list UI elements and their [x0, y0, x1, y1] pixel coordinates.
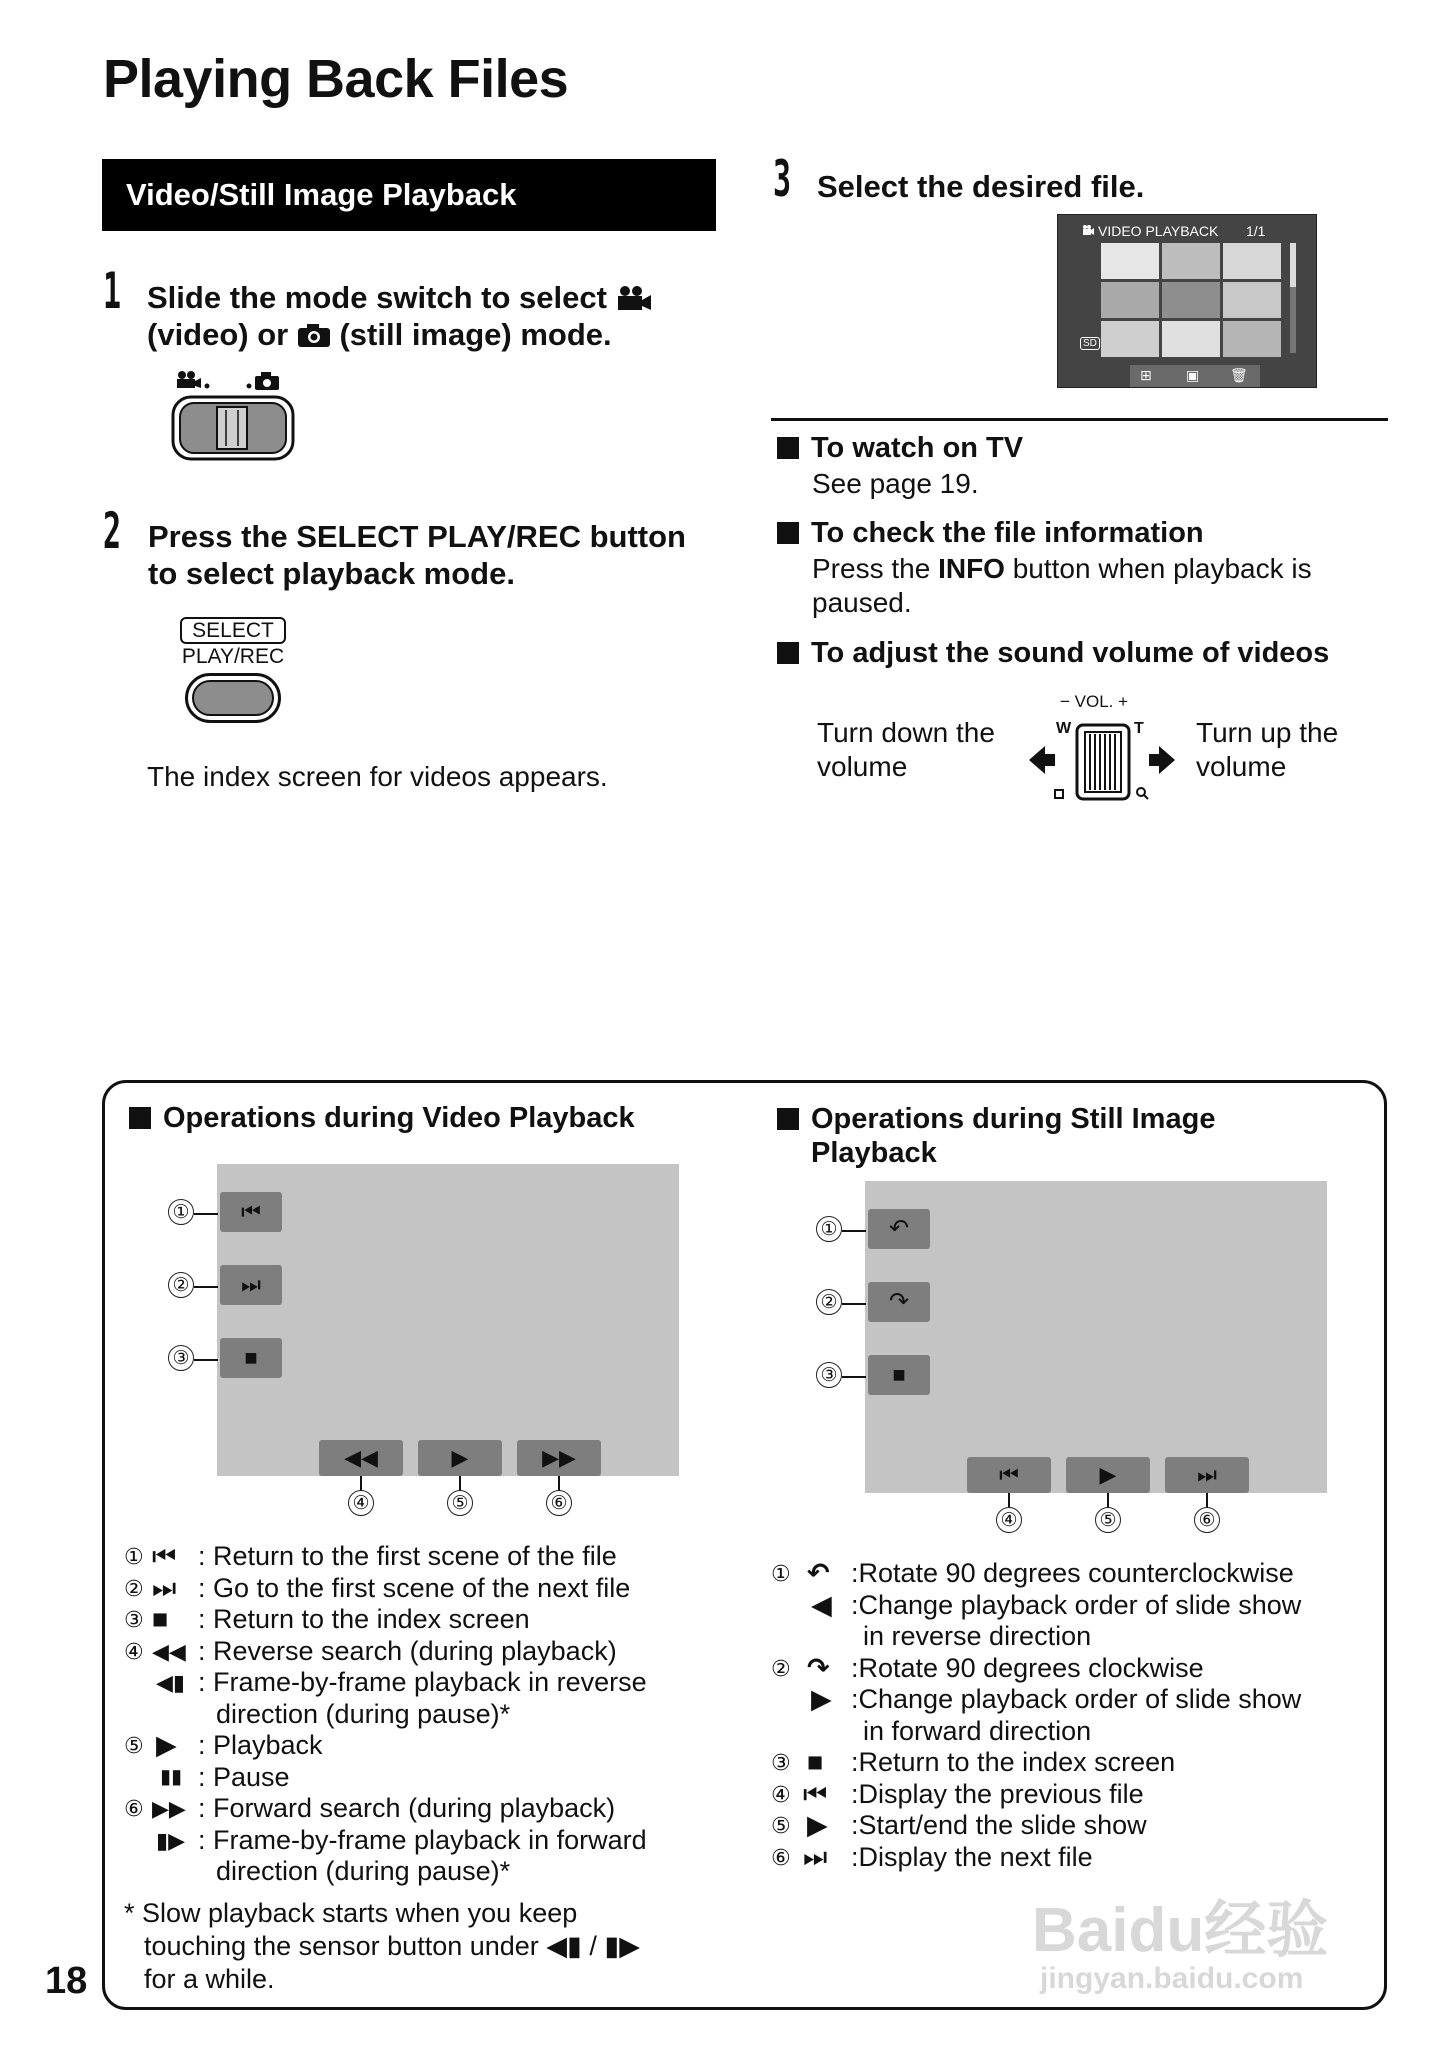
step-number: 3: [773, 150, 792, 208]
select-label: SELECT: [180, 617, 286, 644]
callout-line: [1206, 1493, 1208, 1508]
list-item: ▶ :Change playback order of slide show: [811, 1684, 1302, 1714]
thumbnail[interactable]: [1162, 321, 1220, 357]
callout-5: ⑤: [447, 1490, 473, 1516]
page-number: 18: [45, 1960, 88, 2002]
thumbnail[interactable]: [1223, 321, 1281, 357]
callout-line: [360, 1476, 362, 1491]
playrec-button: [185, 673, 281, 723]
video-camera-icon: [616, 285, 652, 311]
lcd-page: 1/1: [1246, 223, 1266, 239]
step-2-line2: to select playback mode.: [148, 556, 515, 591]
page-title: Playing Back Files: [103, 49, 569, 109]
still-ops-list: [771, 1558, 1371, 1873]
mode-switch-icon: [171, 370, 297, 462]
video-playback-screen: [217, 1164, 679, 1476]
divider: [771, 418, 1388, 421]
lcd-bottom-bar: [1130, 365, 1260, 387]
index-screen: [1057, 214, 1317, 388]
w-label: W: [1056, 720, 1072, 737]
play-button[interactable]: ▶: [418, 1440, 502, 1476]
callout-6: ⑥: [546, 1490, 572, 1516]
callout-4: ④: [348, 1490, 374, 1516]
thumbnail[interactable]: [1162, 243, 1220, 279]
list-item: ② ↷ :Rotate 90 degrees clockwise: [771, 1652, 1204, 1683]
list-item: ④ ◀◀ : Reverse search (during playback): [124, 1635, 617, 1666]
slideshow-button[interactable]: ▶: [1066, 1457, 1150, 1493]
tip-info-body: Press the INFO button when playback is paused.: [812, 553, 1312, 618]
list-item: direction (during pause)*: [216, 1856, 511, 1886]
thumbnail-menu-icon[interactable]: ⊞: [1140, 367, 1152, 383]
callout-4: ④: [996, 1507, 1022, 1533]
reverse-search-button[interactable]: ◀◀: [319, 1440, 403, 1476]
skip-back-button[interactable]: ⏮: [220, 1192, 282, 1232]
list-item: ① ↶ :Rotate 90 degrees counterclockwise: [771, 1558, 1294, 1588]
list-item: ⑤ ▶ :Start/end the slide show: [771, 1810, 1147, 1840]
zoom-lever-illustration[interactable]: [1027, 720, 1177, 811]
video-camera-icon: [1082, 225, 1094, 235]
tip-tv-heading: To watch on TV: [777, 432, 1023, 465]
callout-1: ①: [168, 1199, 218, 1225]
callout-3: ③: [168, 1345, 218, 1371]
step-1-line1: Slide the mode switch to select: [147, 280, 607, 315]
volume-down-text: Turn down the volume: [817, 717, 995, 782]
callout-2: ②: [816, 1289, 866, 1315]
list-item: ◀▮ : Frame-by-frame playback in reverse: [156, 1667, 647, 1697]
callout-2: ②: [168, 1272, 218, 1298]
step-3-text: Select the desired file.: [817, 169, 1145, 204]
tip-info-heading: To check the file information: [777, 517, 1204, 550]
forward-search-button[interactable]: ▶▶: [517, 1440, 601, 1476]
next-file-button[interactable]: ⏭: [1165, 1457, 1249, 1493]
list-item: ▮▶ : Frame-by-frame playback in forward: [156, 1824, 647, 1855]
stop-button[interactable]: ■: [868, 1355, 930, 1395]
list-item: ② ⏭ : Go to the first scene of the next file: [124, 1572, 631, 1603]
callout-line: [558, 1476, 560, 1491]
select-button-illustration: [178, 617, 288, 723]
thumbnail[interactable]: [1223, 282, 1281, 318]
callout-6: ⑥: [1194, 1507, 1220, 1533]
callout-1: ①: [816, 1216, 866, 1242]
skip-forward-button[interactable]: ⏭: [220, 1265, 282, 1305]
previous-file-button[interactable]: ⏮: [967, 1457, 1051, 1493]
volume-up-text: Turn up the volume: [1196, 717, 1339, 782]
step-1-text: [147, 279, 707, 353]
stop-button[interactable]: ■: [220, 1338, 282, 1378]
list-item: ④ ⏮ :Display the previous file: [771, 1778, 1144, 1809]
still-ops-heading: Operations during Still Image Playback: [777, 1102, 1215, 1170]
list-item: ⑥ ⏭ :Display the next file: [771, 1841, 1093, 1872]
step-2-text: [148, 518, 718, 592]
step-1-line2b: (still image) mode.: [339, 317, 612, 352]
lcd-title: VIDEO PLAYBACK: [1098, 223, 1219, 239]
watermark-logo: Baidu经验: [1032, 1896, 1329, 1965]
playrec-label: PLAY/REC: [181, 645, 285, 668]
still-playback-screen: [865, 1181, 1327, 1493]
section-header: Video/Still Image Playback: [102, 159, 716, 231]
thumbnail[interactable]: [1101, 321, 1159, 357]
list-item: ◀ :Change playback order of slide show: [811, 1589, 1302, 1620]
list-item: direction (during pause)*: [216, 1698, 511, 1729]
zoom-lever-icon: [1027, 720, 1177, 806]
list-item: ⑤ ▶ : Playback: [124, 1730, 323, 1760]
callout-line: [1008, 1493, 1010, 1508]
callout-5: ⑤: [1095, 1507, 1121, 1533]
mode-switch-illustration: [171, 370, 297, 467]
playlist-icon[interactable]: ▣: [1186, 367, 1200, 383]
list-item: ③ ■ :Return to the index screen: [771, 1747, 1176, 1777]
tip-volume-heading: To adjust the sound volume of videos: [777, 637, 1329, 670]
list-item: in forward direction: [863, 1715, 1092, 1746]
list-item: ① ⏮ : Return to the first scene of the file: [124, 1541, 617, 1571]
step-2-note: The index screen for videos appears.: [147, 761, 608, 792]
step-number: 2: [103, 502, 122, 560]
thumbnail-grid[interactable]: [1101, 243, 1281, 359]
trash-icon[interactable]: 🗑: [1230, 367, 1248, 383]
thumbnail[interactable]: [1162, 282, 1220, 318]
callout-3: ③: [816, 1362, 866, 1388]
footnote: * Slow playback starts when you keep touching the sensor button under ◀▮ / ▮▶ for a while.: [124, 1898, 641, 1994]
list-item: ③ ■ : Return to the index screen: [124, 1604, 530, 1634]
thumbnail[interactable]: [1223, 243, 1281, 279]
video-ops-list: [124, 1541, 704, 1888]
step-2-line1: Press the SELECT PLAY/REC button: [148, 519, 686, 554]
info-button-name: INFO: [938, 553, 1005, 584]
still-camera-icon: [297, 322, 331, 348]
sd-badge: SD: [1080, 337, 1100, 350]
tip-tv-body: See page 19.: [812, 468, 979, 499]
video-ops-heading: Operations during Video Playback: [129, 1102, 635, 1135]
thumbnail[interactable]: [1101, 282, 1159, 318]
list-item: ▮▮ : Pause: [160, 1761, 290, 1792]
rotate-cw-button[interactable]: ↷: [868, 1282, 930, 1322]
step-number: 1: [103, 262, 122, 320]
vol-label: − VOL. +: [1060, 692, 1129, 711]
callout-line: [459, 1476, 461, 1491]
rotate-ccw-button[interactable]: ↶: [868, 1209, 930, 1249]
t-label: T: [1134, 720, 1144, 737]
scrollbar[interactable]: [1290, 243, 1296, 353]
list-item: in reverse direction: [863, 1621, 1092, 1651]
thumbnail[interactable]: [1101, 243, 1159, 279]
list-item: ⑥ ▶▶ : Forward search (during playback): [124, 1793, 616, 1823]
watermark-url: jingyan.baidu.com: [1040, 1962, 1304, 1995]
step-1-line2a: (video) or: [147, 317, 289, 352]
callout-line: [1107, 1493, 1109, 1508]
